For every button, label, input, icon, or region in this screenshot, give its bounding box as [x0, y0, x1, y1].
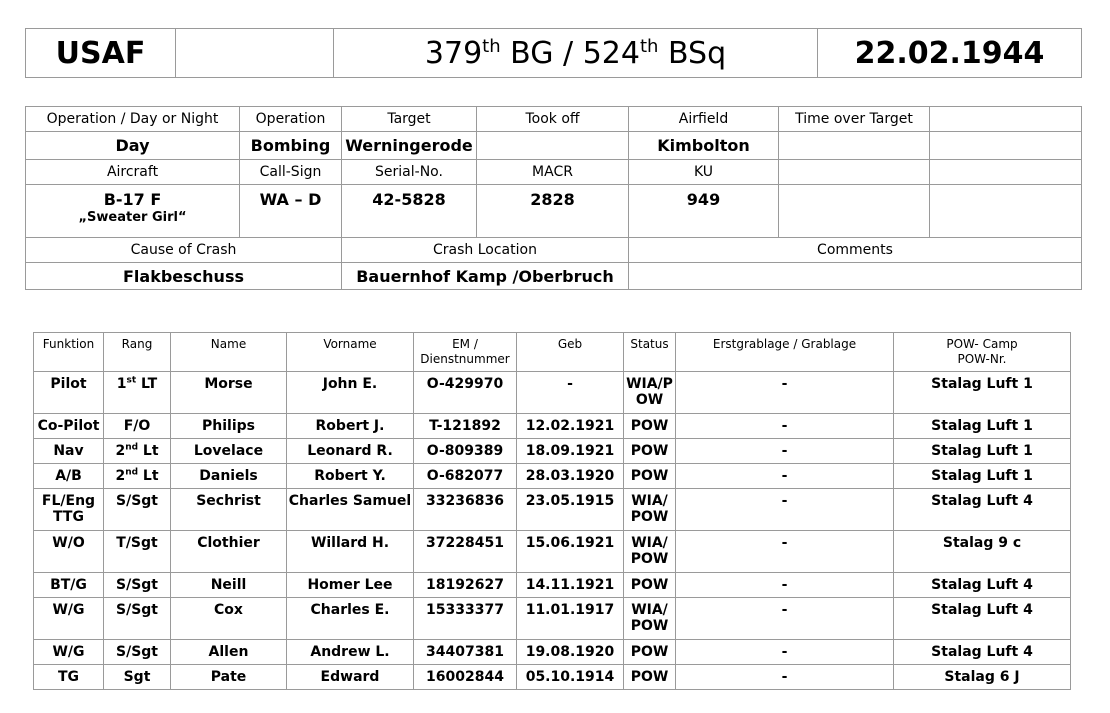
header-rang-line: Rang — [121, 337, 153, 351]
cell-rang — [104, 489, 171, 531]
cell-vorname: Leonard R. — [287, 439, 414, 464]
header-table — [25, 28, 1082, 78]
cell-funktion-line: W/O — [52, 535, 85, 551]
aircraft-type: B-17 F — [103, 190, 162, 209]
header-grablage-line: Erstgrablage / Grablage — [712, 337, 857, 351]
cell-rang — [104, 439, 171, 464]
cell-status — [624, 531, 676, 573]
rang-suffix: st — [126, 375, 137, 386]
label-comments: Comments — [629, 238, 1082, 263]
cell-status-line: POW — [630, 468, 669, 484]
label-aircraft: Aircraft — [26, 160, 240, 185]
label-macr: MACR — [477, 160, 629, 185]
empty-cell — [930, 185, 1082, 238]
rang-rest: Lt — [138, 443, 159, 459]
crew-row — [34, 464, 1071, 489]
header-pow-camp — [894, 333, 1071, 372]
cell-funktion-line: Pilot — [50, 376, 87, 392]
date-cell: 22.02.1944 — [818, 29, 1082, 78]
empty-cell — [779, 185, 930, 238]
cell-funktion — [34, 598, 104, 640]
cell-rang — [104, 640, 171, 665]
empty-cell — [930, 160, 1082, 185]
cell-pow-camp: Stalag Luft 4 — [894, 598, 1071, 640]
cell-funktion-line: Nav — [53, 443, 84, 459]
cell-name: Sechrist — [171, 489, 287, 531]
rang-base: S/Sgt — [116, 602, 158, 618]
crew-header-row — [34, 333, 1071, 372]
header-rang — [104, 333, 171, 372]
cell-grablage: - — [676, 531, 894, 573]
cell-name: Lovelace — [171, 439, 287, 464]
cell-grablage: - — [676, 640, 894, 665]
cell-dienstnummer: 33236836 — [414, 489, 517, 531]
cell-grablage: - — [676, 464, 894, 489]
cell-pow-camp: Stalag 9 c — [894, 531, 1071, 573]
mission-table — [25, 106, 1082, 290]
cell-dienstnummer: 15333377 — [414, 598, 517, 640]
rang-base: S/Sgt — [116, 577, 158, 593]
value-aircraft — [26, 185, 240, 238]
cell-status-line: WIA/ — [631, 602, 668, 618]
cell-funktion-line: TTG — [53, 509, 84, 525]
cell-name: Cox — [171, 598, 287, 640]
cell-geb: 23.05.1915 — [517, 489, 624, 531]
rang-base: S/Sgt — [116, 493, 158, 509]
header-funktion — [34, 333, 104, 372]
cell-status-line: POW — [630, 509, 669, 525]
cell-dienstnummer: 18192627 — [414, 573, 517, 598]
crew-row — [34, 439, 1071, 464]
cell-name: Neill — [171, 573, 287, 598]
cell-status — [624, 573, 676, 598]
cell-status — [624, 414, 676, 439]
cell-status-line: OW — [635, 392, 664, 408]
cell-status — [624, 665, 676, 690]
cell-funktion-line: A/B — [55, 468, 82, 484]
cell-pow-camp: Stalag 6 J — [894, 665, 1071, 690]
cell-status-line: WIA/ — [631, 493, 668, 509]
cell-pow-camp: Stalag Luft 4 — [894, 489, 1071, 531]
header-em-line: EM / — [452, 337, 478, 351]
cell-pow-camp: Stalag Luft 1 — [894, 372, 1071, 414]
rang-suffix: nd — [125, 442, 139, 453]
header-em — [414, 333, 517, 372]
crew-row — [34, 414, 1071, 439]
cell-geb: 11.01.1917 — [517, 598, 624, 640]
cell-rang — [104, 665, 171, 690]
label-time-over-target: Time over Target — [779, 107, 930, 132]
separator: / — [563, 35, 574, 71]
cell-status-line: POW — [630, 443, 669, 459]
cell-funktion-line: BT/G — [50, 577, 87, 593]
crew-row — [34, 573, 1071, 598]
cell-dienstnummer: O-429970 — [414, 372, 517, 414]
header-pow-camp-line: POW-Nr. — [957, 352, 1007, 366]
cell-vorname: Robert Y. — [287, 464, 414, 489]
header-pow-camp-line: POW- Camp — [946, 337, 1018, 351]
cell-geb: 05.10.1914 — [517, 665, 624, 690]
cell-dienstnummer: 37228451 — [414, 531, 517, 573]
group-squadron-cell — [334, 29, 818, 78]
cell-grablage: - — [676, 573, 894, 598]
label-serial-no: Serial-No. — [342, 160, 477, 185]
label-crash-location: Crash Location — [342, 238, 629, 263]
cell-status — [624, 489, 676, 531]
cell-name: Pate — [171, 665, 287, 690]
cell-name: Daniels — [171, 464, 287, 489]
cell-status-line: POW — [630, 669, 669, 685]
group-number: 379 — [424, 35, 483, 71]
header-geb — [517, 333, 624, 372]
cell-pow-camp: Stalag Luft 4 — [894, 573, 1071, 598]
rang-base: 2 — [115, 468, 126, 484]
cell-rang — [104, 573, 171, 598]
rang-base: Sgt — [123, 669, 151, 685]
rang-suffix: nd — [125, 467, 139, 478]
value-airfield: Kimbolton — [629, 132, 779, 160]
cell-vorname: Charles E. — [287, 598, 414, 640]
header-geb-line: Geb — [557, 337, 583, 351]
empty-cell — [930, 107, 1082, 132]
cell-grablage: - — [676, 372, 894, 414]
crew-row — [34, 640, 1071, 665]
unit-cell: USAF — [26, 29, 176, 78]
label-operation-day-night: Operation / Day or Night — [26, 107, 240, 132]
cell-status — [624, 640, 676, 665]
value-operation: Bombing — [240, 132, 342, 160]
rang-base: 1 — [116, 376, 127, 392]
cell-status-line: POW — [630, 618, 669, 634]
value-day-night: Day — [26, 132, 240, 160]
cell-geb: - — [517, 372, 624, 414]
header-em-line: Dienstnummer — [420, 352, 510, 366]
value-macr: 2828 — [477, 185, 629, 238]
cell-vorname: Andrew L. — [287, 640, 414, 665]
cell-dienstnummer: O-682077 — [414, 464, 517, 489]
cell-name: Morse — [171, 372, 287, 414]
cell-funktion — [34, 414, 104, 439]
cell-name: Philips — [171, 414, 287, 439]
value-crash-location: Bauernhof Kamp /Oberbruch — [342, 263, 629, 290]
squadron-number: 524 — [582, 35, 640, 71]
empty-cell — [779, 160, 930, 185]
value-cause-of-crash: Flakbeschuss — [26, 263, 342, 290]
label-call-sign: Call-Sign — [240, 160, 342, 185]
cell-pow-camp: Stalag Luft 1 — [894, 414, 1071, 439]
cell-geb: 18.09.1921 — [517, 439, 624, 464]
cell-funktion-line: Co-Pilot — [37, 418, 100, 434]
crew-row — [34, 489, 1071, 531]
cell-dienstnummer: 34407381 — [414, 640, 517, 665]
header-grablage — [676, 333, 894, 372]
rang-base: F/O — [123, 418, 151, 434]
cell-funktion-line: FL/Eng — [41, 493, 96, 509]
value-comments — [629, 263, 1082, 290]
cell-vorname: Homer Lee — [287, 573, 414, 598]
cell-status — [624, 372, 676, 414]
rang-rest: LT — [136, 376, 158, 392]
cell-funktion — [34, 489, 104, 531]
cell-vorname: Robert J. — [287, 414, 414, 439]
cell-grablage: - — [676, 439, 894, 464]
cell-grablage: - — [676, 489, 894, 531]
header-vorname-line: Vorname — [323, 337, 377, 351]
cell-vorname: Edward — [287, 665, 414, 690]
cell-geb: 28.03.1920 — [517, 464, 624, 489]
cell-pow-camp: Stalag Luft 1 — [894, 439, 1071, 464]
cell-status — [624, 439, 676, 464]
cell-status-line: POW — [630, 551, 669, 567]
cell-rang — [104, 531, 171, 573]
cell-pow-camp: Stalag Luft 1 — [894, 464, 1071, 489]
cell-funktion — [34, 439, 104, 464]
cell-funktion — [34, 640, 104, 665]
cell-name: Allen — [171, 640, 287, 665]
squadron-suffix: th — [639, 35, 659, 57]
cell-funktion — [34, 531, 104, 573]
label-airfield: Airfield — [629, 107, 779, 132]
cell-funktion-line: TG — [57, 669, 80, 685]
cell-geb: 19.08.1920 — [517, 640, 624, 665]
value-took-off — [477, 132, 629, 160]
header-status-line: Status — [630, 337, 669, 351]
cell-status — [624, 598, 676, 640]
cell-dienstnummer: T-121892 — [414, 414, 517, 439]
cell-status-line: WIA/P — [626, 376, 673, 392]
cell-geb: 14.11.1921 — [517, 573, 624, 598]
header-status — [624, 333, 676, 372]
cell-funktion-line: W/G — [52, 602, 85, 618]
cell-funktion — [34, 464, 104, 489]
cell-name: Clothier — [171, 531, 287, 573]
cell-vorname: Willard H. — [287, 531, 414, 573]
cell-status — [624, 464, 676, 489]
cell-pow-camp: Stalag Luft 4 — [894, 640, 1071, 665]
cell-geb: 15.06.1921 — [517, 531, 624, 573]
cell-rang — [104, 598, 171, 640]
group-suffix: th — [482, 35, 501, 57]
label-ku: KU — [629, 160, 779, 185]
cell-grablage: - — [676, 598, 894, 640]
crew-row — [34, 665, 1071, 690]
cell-dienstnummer: 16002844 — [414, 665, 517, 690]
cell-status-line: POW — [630, 577, 669, 593]
squadron-label: BSq — [667, 35, 727, 71]
label-operation: Operation — [240, 107, 342, 132]
rang-base: 2 — [115, 443, 126, 459]
empty-cell — [930, 132, 1082, 160]
cell-vorname: Charles Samuel — [287, 489, 414, 531]
cell-status-line: POW — [630, 418, 669, 434]
rang-base: T/Sgt — [116, 535, 158, 551]
cell-funktion — [34, 573, 104, 598]
crew-row — [34, 598, 1071, 640]
crew-row — [34, 531, 1071, 573]
value-call-sign: WA – D — [240, 185, 342, 238]
cell-funktion — [34, 665, 104, 690]
cell-funktion-line: W/G — [52, 644, 85, 660]
rang-base: S/Sgt — [116, 644, 158, 660]
label-took-off: Took off — [477, 107, 629, 132]
value-time-over-target — [779, 132, 930, 160]
group-label: BG — [510, 35, 554, 71]
empty-header-cell — [176, 29, 334, 78]
header-vorname — [287, 333, 414, 372]
crew-table — [33, 332, 1071, 690]
cell-rang — [104, 414, 171, 439]
cell-status-line: WIA/ — [631, 535, 668, 551]
header-name — [171, 333, 287, 372]
cell-geb: 12.02.1921 — [517, 414, 624, 439]
value-serial-no: 42-5828 — [342, 185, 477, 238]
value-target: Werningerode — [342, 132, 477, 160]
cell-rang — [104, 464, 171, 489]
header-name-line: Name — [210, 337, 247, 351]
cell-status-line: POW — [630, 644, 669, 660]
crew-row — [34, 372, 1071, 414]
cell-dienstnummer: O-809389 — [414, 439, 517, 464]
header-funktion-line: Funktion — [42, 337, 95, 351]
cell-grablage: - — [676, 414, 894, 439]
cell-funktion — [34, 372, 104, 414]
value-ku: 949 — [629, 185, 779, 238]
cell-rang — [104, 372, 171, 414]
label-cause-of-crash: Cause of Crash — [26, 238, 342, 263]
rang-rest: Lt — [138, 468, 159, 484]
aircraft-nickname: „Sweater Girl“ — [78, 210, 187, 225]
cell-vorname: John E. — [287, 372, 414, 414]
cell-grablage: - — [676, 665, 894, 690]
label-target: Target — [342, 107, 477, 132]
